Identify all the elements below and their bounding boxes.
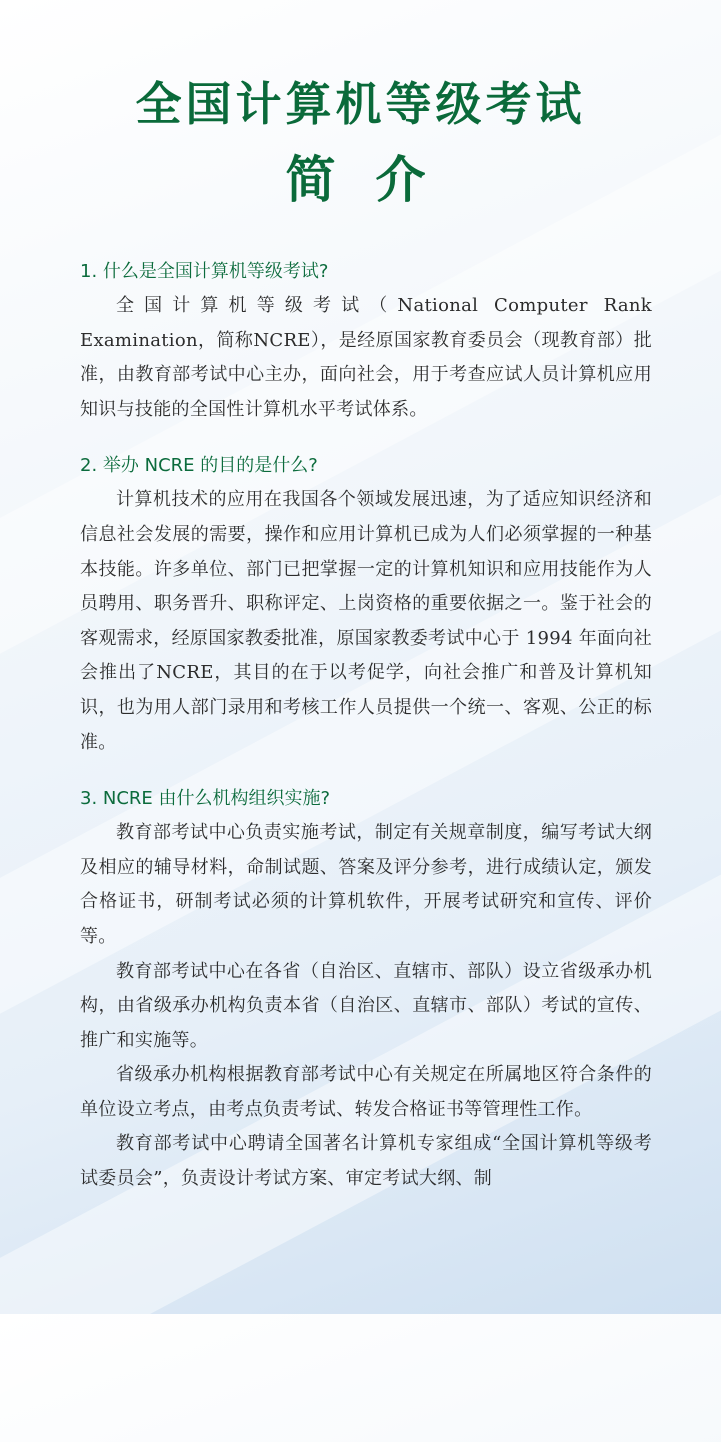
section-organization — [80, 782, 652, 1197]
section-paragraph: 教育部考试中心聘请全国著名计算机专家组成“全国计算机等级考试委员会”，负责设计考试方案、审定考试大纲、制 — [80, 1133, 652, 1190]
section-paragraph: 全国计算机等级考试（National Computer Rank Examination，简称NCRE），是经原国家教育委员会（现教育部）批准，由教育部考试中心主办，面向社会，用于考查应试人员计算机应用知识与技能的全国性计算机水平考试体系。 — [80, 295, 652, 420]
section-heading: 2. 举办 NCRE 的目的是什么? — [80, 455, 318, 477]
section-paragraph: 教育部考试中心负责实施考试，制定有关规章制度，编写考试大纲及相应的辅导材料，命制试题、答案及评分参考，进行成绩认定，颁发合格证书，研制考试必须的计算机软件，开展考试研究和宣传、评价等。 — [80, 822, 652, 947]
section-heading: 1. 什么是全国计算机等级考试? — [80, 261, 329, 282]
section-paragraph: 计算机技术的应用在我国各个领域发展迅速，为了适应知识经济和信息社会发展的需要，操作和应用计算机已成为人们必须掌握的一种基本技能。许多单位、部门已把掌握一定的计算机知识和应用技能作为人员聘用、职务晋升、职称评定、上岗资格的重要依据之一。鉴于社会的客观需求，经原国家教委批准，原国家教委考试中心于 1994 年面向社会推出了NCRE，其目的在于以考促学，向社会推广和普及计算机知识，也为用人部门录用和考核工作人员提供一个统一、客观、公正的标准。 — [80, 489, 652, 753]
section-paragraph: 教育部考试中心在各省（自治区、直辖市、部队）设立省级承办机构，由省级承办机构负责本省（自治区、直辖市、部队）考试的宣传、推广和实施等。 — [80, 960, 652, 1051]
section-what-is-ncre — [80, 255, 652, 427]
section-purpose — [80, 449, 652, 760]
page-subtitle: 简介 — [285, 151, 466, 209]
article-body — [80, 255, 652, 1219]
section-heading: 3. NCRE 由什么机构组织实施? — [80, 788, 331, 810]
page-title: 全国计算机等级考试 — [135, 77, 586, 131]
section-paragraph: 省级承办机构根据教育部考试中心有关规定在所属地区符合条件的单位设立考点，由考点负责考试、转发合格证书等管理性工作。 — [80, 1064, 652, 1120]
